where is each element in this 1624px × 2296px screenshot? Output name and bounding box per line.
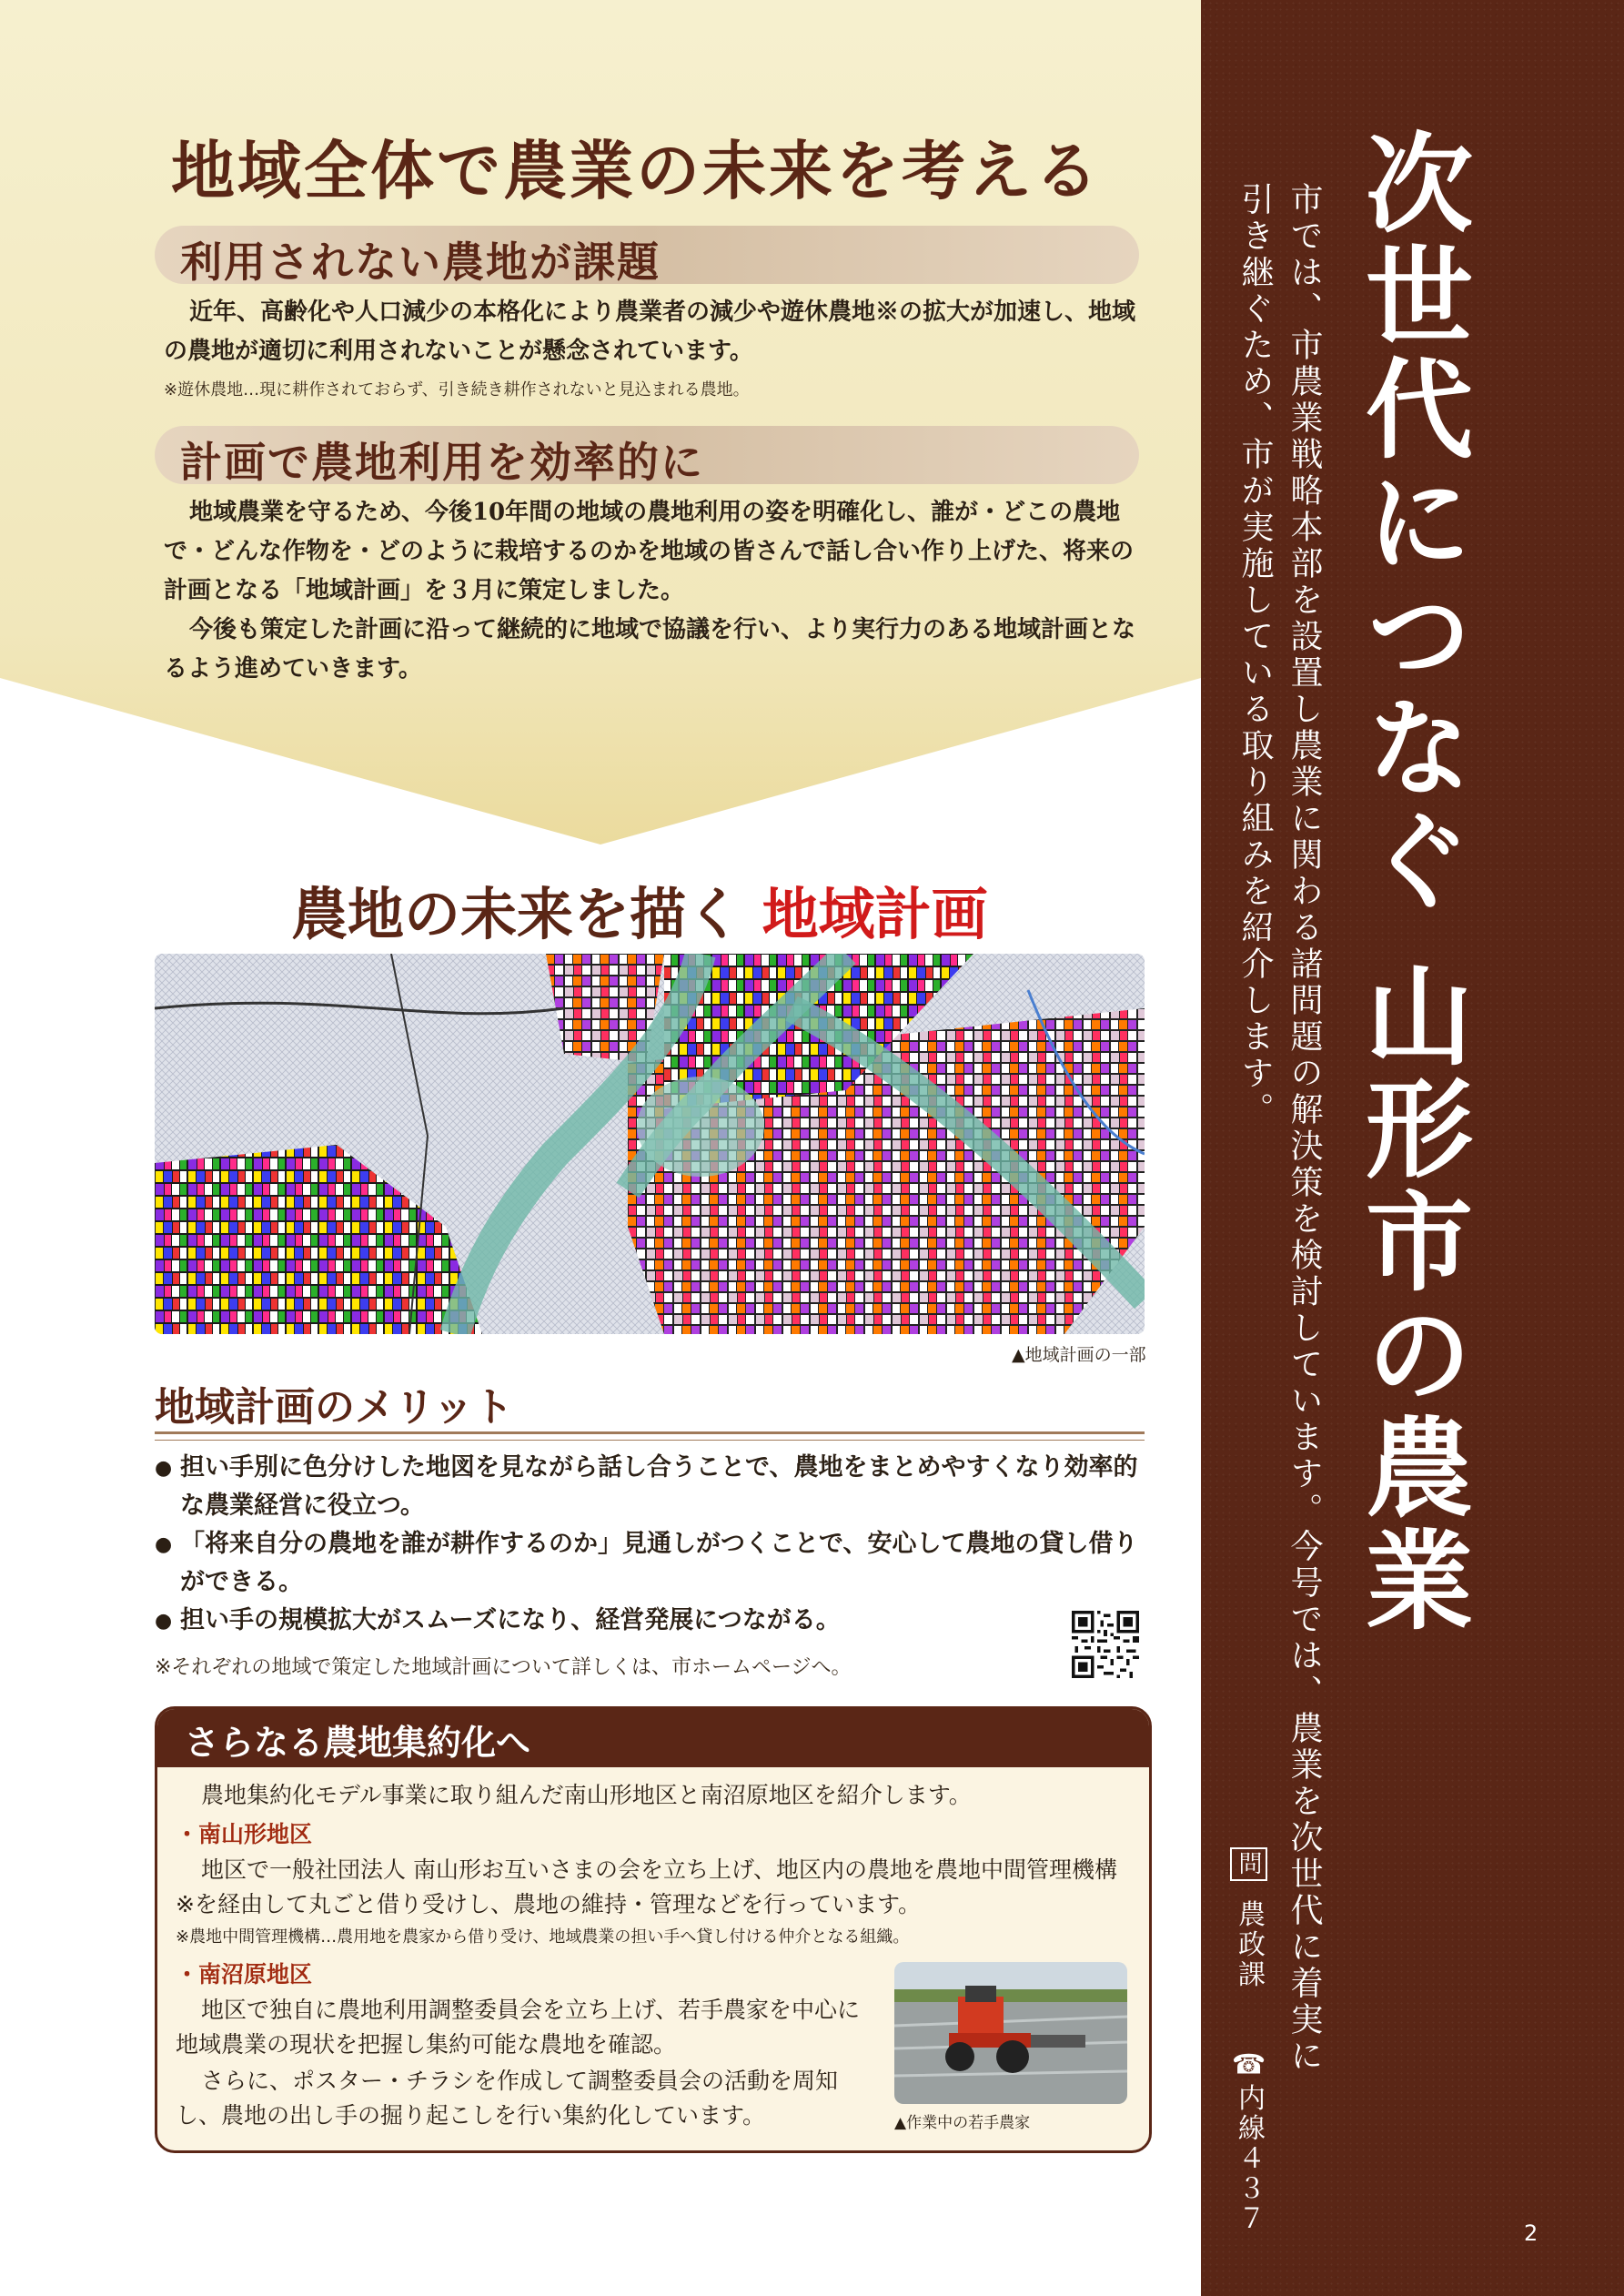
contact-phone: ☎内線４３７	[1233, 2048, 1265, 2234]
map-title	[291, 869, 988, 950]
merits-list	[155, 1449, 1155, 1640]
box-intro: 農地集約化モデル事業に取り組んだ南山形地区と南沼原地区を紹介します。	[201, 1782, 972, 1808]
contact-dept: 農政課	[1233, 1899, 1265, 1990]
district1-name: ・南山形地区	[176, 1821, 313, 1847]
section2-body2: 今後も策定した計画に沿って継続的に地域で協議を行い、より実行力のある地域計画となるよう進めていきます。	[164, 616, 1136, 683]
side-lead: 市では、市農業戦略本部を設置し農業に関わる諸問題の解決策を検討しています。今号では、農業を次世代に着実に引き継ぐため、市が実施している取り組みを紹介します。	[1236, 182, 1323, 2075]
map-title-highlight: 地域計画	[762, 881, 988, 947]
section2-body1: 地域農業を守るため、今後10年間の地域の農地利用の姿を明確化し、誰が・どこの農地で・どんな作物を・どのように栽培するのかを地域の皆さんで話し合い作り上げた、将来の計画となる「地域計画」を３月に策定しました。	[164, 499, 1135, 604]
list-item: ● 担い手別に色分けした地図を見ながら話し合うことで、農地をまとめやすくなり効率的な農業経営に役立つ。	[155, 1449, 1155, 1525]
district2-name: ・南沼原地区	[176, 1961, 313, 1988]
box-heading: さらなる農地集約化へ	[185, 1723, 531, 1763]
box-header	[157, 1709, 1149, 1767]
list-item: ● 担い手の規模拡大がスムーズになり、経営発展につながる。	[155, 1602, 1155, 1640]
merits-note: ※それぞれの地域で策定した地域計画について詳しくは、市ホームページへ。	[155, 1656, 852, 1679]
side-title: 次世代につなぐ 山形市の農業	[1347, 127, 1474, 1638]
section1-body: 近年、高齢化や人口減少の本格化により農業者の減少や遊休農地※の拡大が加速し、地域の農地が適切に利用されないことが懸念されています。	[164, 298, 1136, 365]
district2-body2: さらに、ポスター・チラシを作成して調整委員会の活動を周知し、農地の出し手の掘り起こしを行い集約化しています。	[176, 2068, 839, 2129]
map-title-prefix: 農地の未来を描く	[291, 881, 743, 947]
section-heading-band	[155, 226, 1139, 287]
district2-body1: 地区で独自に農地利用調整委員会を立ち上げ、若手農家を中心に地域農業の現状を把握し集約可能な農地を確認。	[176, 1997, 861, 2058]
photo-caption: ▲作業中の若手農家	[894, 2114, 1031, 2132]
young-farmer-photo	[894, 1962, 1127, 2104]
page-number: 2	[1524, 2220, 1538, 2246]
section1-heading: 利用されない農地が課題	[180, 238, 661, 287]
consolidation-box	[155, 1706, 1152, 2153]
merits-heading: 地域計画のメリット	[155, 1384, 514, 1431]
merits-divider	[155, 1431, 1145, 1441]
section1-note: ※遊休農地…現に耕作されておらず、引き続き耕作されないと見込まれる農地。	[164, 380, 750, 400]
district1-note: ※農地中間管理機構…農用地を農家から借り受け、地域農業の担い手へ貸し付ける仲介となる組織。	[176, 1927, 910, 1947]
section2-heading: 計画で農地利用を効率的に	[180, 438, 704, 487]
side-contact	[1228, 1847, 1268, 2234]
section-heading-band	[155, 426, 1139, 487]
district1-body: 地区で一般社団法人 南山形お互いさまの会を立ち上げ、地区内の農地を農地中間管理機構※を経由して丸ごと借り受けし、農地の維持・管理などを行っています。	[176, 1856, 1117, 1917]
regional-plan-map-image	[155, 954, 1145, 1334]
main-title: 地域全体で農業の未来を考える	[171, 133, 1101, 208]
qr-code[interactable]	[1072, 1611, 1139, 1678]
map-caption: ▲地域計画の一部	[1012, 1345, 1146, 1365]
inquiry-mark: 問	[1230, 1847, 1267, 1881]
list-item: ● 「将来自分の農地を誰が耕作するのか」見通しがつくことで、安心して農地の貸し借りができる。	[155, 1525, 1155, 1602]
